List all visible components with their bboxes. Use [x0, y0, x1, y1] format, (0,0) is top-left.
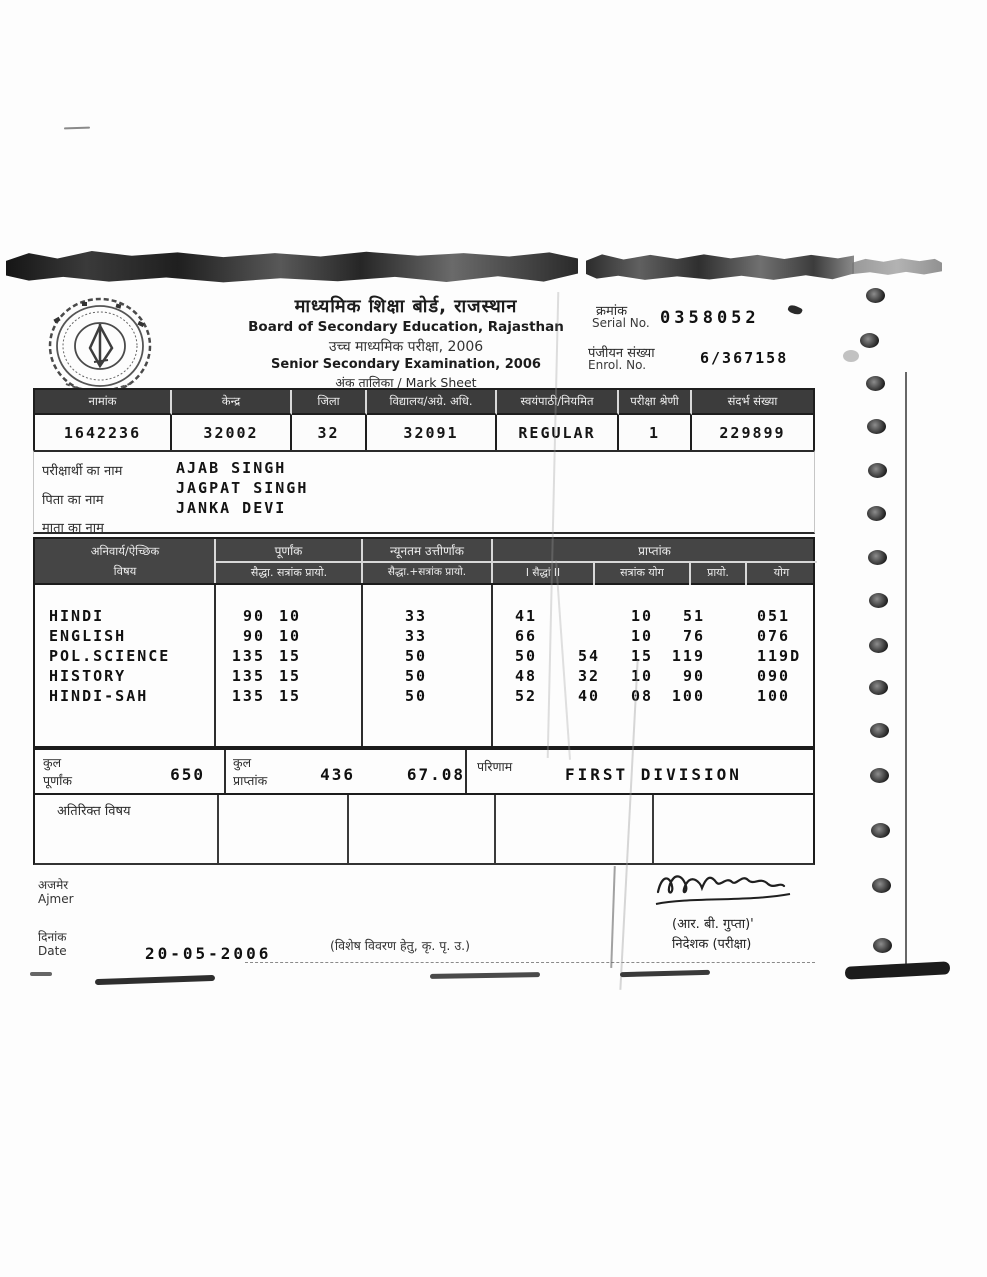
serial-label-hindi: क्रमांक: [596, 304, 628, 319]
punch-hole: [873, 938, 892, 953]
signatory-name: (आर. बी. गुप्ता)': [672, 917, 754, 932]
scan-smudge: [845, 961, 951, 979]
ink-scribble: [787, 303, 803, 316]
place-label-hindi: अजमेर: [38, 878, 69, 892]
total-obtained-label-1: कुल: [233, 755, 252, 770]
scan-smudge: [95, 975, 215, 985]
additional-divider: [217, 795, 219, 863]
scan-smudge: [430, 972, 540, 979]
subject-total: 100: [671, 687, 705, 705]
enrol-label-english: Enrol. No.: [588, 358, 647, 372]
exam-title-hindi: उच्च माध्यमिक परीक्षा, 2006: [328, 339, 484, 355]
board-title-english: Board of Secondary Education, Rajasthan: [248, 319, 564, 335]
info-header-exam-category: परीक्षा श्रेणी: [619, 390, 692, 415]
col-obtained: प्राप्तांक: [638, 544, 671, 558]
centre-value: 32002: [172, 415, 292, 451]
pen-mark: [64, 127, 90, 130]
header-sub-divider: [745, 563, 747, 587]
max-sessional: 10: [279, 627, 302, 645]
subject-row-hindi: [35, 607, 813, 627]
additional-divider: [347, 795, 349, 863]
theory-1: 50: [514, 647, 537, 665]
torn-paper-strip-left: [6, 249, 578, 283]
min-pass: 33: [404, 627, 427, 645]
subject-name: POL.SCIENCE: [49, 647, 171, 665]
additional-subject-row: [33, 795, 815, 865]
enrol-number-value: 6/367158: [700, 349, 789, 367]
subject-total: 90: [682, 667, 705, 685]
min-pass: 50: [404, 687, 427, 705]
punch-hole: [860, 333, 879, 348]
max-sessional: 15: [279, 667, 302, 685]
signatory-title: निदेशक (परीक्षा): [672, 937, 752, 952]
scan-smudge: [30, 972, 52, 976]
subject-name: HISTORY: [49, 667, 127, 685]
totals-divider: [465, 750, 467, 793]
col-subject-line1: अनिवार्य/ऐच्छिक: [90, 544, 160, 558]
subject-total: 51: [682, 607, 705, 625]
grand-total: 119D: [757, 647, 802, 665]
grand-total: 100: [757, 687, 791, 705]
result-label: परिणाम: [477, 759, 513, 774]
punch-hole: [870, 723, 889, 738]
subject-row-hindi-sah: [35, 687, 813, 707]
marks-table-body: [33, 585, 815, 748]
total-obtained-label-2: प्राप्तांक: [233, 773, 268, 788]
regular-value: REGULAR: [497, 415, 619, 451]
torn-paper-strip-right: [586, 252, 854, 281]
scan-smudge: [843, 350, 859, 362]
total-obtained-value: 436: [320, 765, 355, 784]
board-seal-logo: [46, 296, 154, 400]
col-obtained-theory: I सैद्धां II: [525, 567, 561, 579]
col-obtained-grand-total: योग: [773, 566, 790, 579]
punch-hole: [871, 823, 890, 838]
info-header-district: जिला: [292, 390, 367, 415]
candidate-name-value: AJAB SINGH: [176, 459, 287, 477]
punch-hole: [869, 593, 888, 608]
max-sessional: 15: [279, 687, 302, 705]
scan-smudge: [620, 970, 710, 977]
marks-table-header: [33, 537, 815, 585]
punch-hole: [868, 463, 887, 478]
percentage-value: 67.08: [406, 765, 465, 784]
min-pass: 50: [404, 647, 427, 665]
serial-label-english: Serial No.: [592, 316, 650, 330]
punch-hole: [870, 768, 889, 783]
board-title-hindi: माध्यमिक शिक्षा बोर्ड, राजस्थान: [294, 296, 518, 317]
max-theory: 135: [231, 667, 265, 685]
subject-row-history: [35, 667, 813, 687]
min-pass: 33: [404, 607, 427, 625]
info-header-regular: स्वयंपाठी/नियमित: [497, 390, 619, 415]
additional-divider: [494, 795, 496, 863]
punch-hole: [866, 288, 885, 303]
max-theory: 135: [231, 687, 265, 705]
date-value: 20-05-2006: [145, 944, 272, 963]
max-theory: 135: [231, 647, 265, 665]
grand-total: 051: [757, 607, 791, 625]
theory-1: 52: [514, 687, 537, 705]
place-label-english: Ajmer: [38, 892, 74, 906]
father-name-value: JAGPAT SINGH: [176, 479, 309, 497]
punch-hole: [867, 506, 886, 521]
col-obtained-sessional-total: सत्रांक योग: [620, 566, 664, 579]
date-label-hindi: दिनांक: [38, 930, 67, 944]
district-value: 32: [292, 415, 367, 451]
col-obtained-practical: प्रायो.: [707, 566, 729, 579]
result-value: FIRST DIVISION: [565, 765, 742, 784]
candidate-name-label: परीक्षार्थी का नाम: [42, 464, 123, 479]
total-full-label-1: कुल: [43, 755, 62, 770]
enrol-label-hindi: पंजीयन संख्या: [588, 346, 655, 361]
header-sub-divider: [593, 563, 595, 587]
theory-2: 54: [577, 647, 600, 665]
punch-hole: [866, 376, 885, 391]
info-table-value-row: [35, 415, 813, 451]
reference-number-value: 229899: [692, 415, 813, 451]
subject-name: ENGLISH: [49, 627, 127, 645]
theory-2: 32: [577, 667, 600, 685]
mother-name-label: माता का नाम: [42, 521, 104, 536]
subject-name: HINDI-SAH: [49, 687, 149, 705]
sessional: 10: [630, 627, 653, 645]
theory-2: 40: [577, 687, 600, 705]
footnote: (विशेष विवरण हेतु, कृ. पृ. उ.): [330, 938, 471, 953]
exam-title-english: Senior Secondary Examination, 2006: [271, 357, 541, 372]
info-header-centre: केन्द्र: [172, 390, 292, 415]
total-full-marks-value: 650: [170, 765, 205, 784]
punch-hole: [869, 638, 888, 653]
totals-row: [33, 748, 815, 795]
totals-divider: [224, 750, 226, 793]
punch-hole: [867, 419, 886, 434]
subject-total: 76: [682, 627, 705, 645]
subject-total: 119: [671, 647, 705, 665]
exam-category-value: 1: [619, 415, 692, 451]
candidate-name-box: [33, 450, 815, 534]
punch-hole: [872, 878, 891, 893]
roll-number-value: 1642236: [35, 415, 172, 451]
max-sessional: 10: [279, 607, 302, 625]
max-theory: 90: [242, 627, 265, 645]
info-header-reference: संदर्भ संख्या: [692, 390, 813, 415]
paper-fold-line: [905, 372, 907, 964]
max-theory: 90: [242, 607, 265, 625]
paper-crease: [610, 866, 616, 968]
additional-subject-label: अतिरिक्त विषय: [57, 804, 131, 819]
candidate-info-table: [33, 388, 815, 453]
info-table-header-row: [35, 390, 813, 415]
theory-1: 41: [514, 607, 537, 625]
grand-total: 076: [757, 627, 791, 645]
mother-name-value: JANKA DEVI: [176, 499, 287, 517]
director-signature: [650, 866, 795, 914]
serial-number-value: 0358052: [660, 308, 760, 328]
marksheet-label: अंक तालिका / Mark Sheet: [335, 375, 477, 390]
document-header: [228, 294, 584, 391]
additional-divider: [652, 795, 654, 863]
total-full-label-2: पूर्णांक: [43, 773, 72, 788]
subject-row-english: [35, 627, 813, 647]
info-header-school: विद्यालय/अग्रे. अधि.: [367, 390, 497, 415]
sessional: 10: [630, 667, 653, 685]
subject-name: HINDI: [49, 607, 105, 625]
sessional: 15: [630, 647, 653, 665]
punch-hole: [868, 550, 887, 565]
grand-total: 090: [757, 667, 791, 685]
col-min-sub: सैद्धा.+सत्रांक प्रायो.: [387, 566, 467, 578]
info-header-roll: नामांक: [35, 390, 172, 415]
sessional: 10: [630, 607, 653, 625]
torn-paper-strip-tail: [852, 257, 942, 276]
min-pass: 50: [404, 667, 427, 685]
theory-1: 66: [514, 627, 537, 645]
col-max-marks: पूर्णांक: [274, 544, 303, 558]
punch-hole: [869, 680, 888, 695]
col-max-sub: सैद्धा. सत्रांक प्रायो.: [250, 566, 328, 579]
col-subject-line2: विषय: [113, 564, 137, 578]
col-min-pass: न्यूनतम उत्तीर्णांक: [390, 544, 464, 558]
father-name-label: पिता का नाम: [42, 493, 104, 508]
header-sub-divider: [689, 563, 691, 587]
max-sessional: 15: [279, 647, 302, 665]
date-label-english: Date: [38, 944, 67, 958]
school-value: 32091: [367, 415, 497, 451]
sessional: 08: [630, 687, 653, 705]
header-row-divider: [216, 561, 817, 563]
footer-dashed-rule: [245, 962, 815, 963]
theory-1: 48: [514, 667, 537, 685]
subject-row-pol-science: [35, 647, 813, 667]
